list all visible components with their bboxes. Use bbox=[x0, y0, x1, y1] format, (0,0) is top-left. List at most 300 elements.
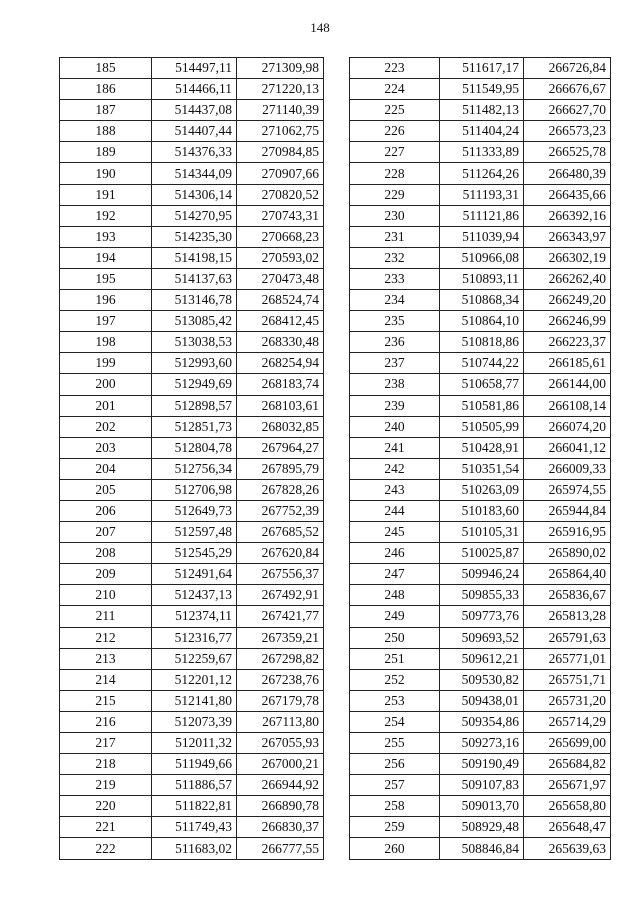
x-coordinate-cell: 512706,98 bbox=[152, 479, 237, 500]
point-number-cell: 254 bbox=[350, 711, 440, 732]
x-coordinate-cell: 513038,53 bbox=[152, 332, 237, 353]
y-coordinate-cell: 267298,82 bbox=[237, 648, 324, 669]
table-row bbox=[60, 775, 324, 796]
point-number-cell: 212 bbox=[60, 627, 152, 648]
x-coordinate-cell: 512437,13 bbox=[152, 585, 237, 606]
y-coordinate-cell: 267620,84 bbox=[237, 543, 324, 564]
x-coordinate-cell: 512993,60 bbox=[152, 353, 237, 374]
y-coordinate-cell: 266777,55 bbox=[237, 838, 324, 859]
y-coordinate-cell: 266525,78 bbox=[524, 142, 611, 163]
y-coordinate-cell: 271140,39 bbox=[237, 100, 324, 121]
x-coordinate-cell: 509612,21 bbox=[440, 648, 524, 669]
x-coordinate-cell: 512073,39 bbox=[152, 711, 237, 732]
table-row bbox=[350, 669, 611, 690]
table-row bbox=[60, 648, 324, 669]
point-number-cell: 216 bbox=[60, 711, 152, 732]
x-coordinate-cell: 512011,32 bbox=[152, 733, 237, 754]
x-coordinate-cell: 509107,83 bbox=[440, 775, 524, 796]
point-number-cell: 244 bbox=[350, 500, 440, 521]
x-coordinate-cell: 510893,11 bbox=[440, 268, 524, 289]
table-row bbox=[60, 754, 324, 775]
y-coordinate-cell: 265648,47 bbox=[524, 817, 611, 838]
y-coordinate-cell: 266627,70 bbox=[524, 100, 611, 121]
x-coordinate-cell: 512374,11 bbox=[152, 606, 237, 627]
point-number-cell: 213 bbox=[60, 648, 152, 669]
x-coordinate-cell: 514137,63 bbox=[152, 268, 237, 289]
point-number-cell: 239 bbox=[350, 395, 440, 416]
table-row bbox=[350, 564, 611, 585]
y-coordinate-cell: 265813,28 bbox=[524, 606, 611, 627]
x-coordinate-cell: 510183,60 bbox=[440, 500, 524, 521]
page-number: 148 bbox=[310, 20, 330, 35]
x-coordinate-cell: 512491,64 bbox=[152, 564, 237, 585]
table-row bbox=[60, 585, 324, 606]
x-coordinate-cell: 508846,84 bbox=[440, 838, 524, 859]
point-number-cell: 195 bbox=[60, 268, 152, 289]
y-coordinate-cell: 267828,26 bbox=[237, 479, 324, 500]
y-coordinate-cell: 270820,52 bbox=[237, 184, 324, 205]
y-coordinate-cell: 265671,97 bbox=[524, 775, 611, 796]
x-coordinate-cell: 509354,86 bbox=[440, 711, 524, 732]
x-coordinate-cell: 511683,02 bbox=[152, 838, 237, 859]
point-number-cell: 246 bbox=[350, 543, 440, 564]
table-row bbox=[60, 79, 324, 100]
table-row bbox=[60, 479, 324, 500]
y-coordinate-cell: 267179,78 bbox=[237, 690, 324, 711]
x-coordinate-cell: 511121,86 bbox=[440, 205, 524, 226]
x-coordinate-cell: 513146,78 bbox=[152, 290, 237, 311]
x-coordinate-cell: 511886,57 bbox=[152, 775, 237, 796]
x-coordinate-cell: 510263,09 bbox=[440, 479, 524, 500]
y-coordinate-cell: 265699,00 bbox=[524, 733, 611, 754]
point-number-cell: 252 bbox=[350, 669, 440, 690]
y-coordinate-cell: 266726,84 bbox=[524, 58, 611, 79]
y-coordinate-cell: 268254,94 bbox=[237, 353, 324, 374]
y-coordinate-cell: 268103,61 bbox=[237, 395, 324, 416]
x-coordinate-cell: 511482,13 bbox=[440, 100, 524, 121]
table-row bbox=[350, 121, 611, 142]
x-coordinate-cell: 509438,01 bbox=[440, 690, 524, 711]
table-row bbox=[60, 121, 324, 142]
x-coordinate-cell: 509693,52 bbox=[440, 627, 524, 648]
x-coordinate-cell: 512316,77 bbox=[152, 627, 237, 648]
x-coordinate-cell: 510505,99 bbox=[440, 416, 524, 437]
x-coordinate-cell: 512898,57 bbox=[152, 395, 237, 416]
x-coordinate-cell: 514437,08 bbox=[152, 100, 237, 121]
point-number-cell: 231 bbox=[350, 226, 440, 247]
y-coordinate-cell: 265944,84 bbox=[524, 500, 611, 521]
point-number-cell: 191 bbox=[60, 184, 152, 205]
y-coordinate-cell: 265890,02 bbox=[524, 543, 611, 564]
table-row bbox=[350, 58, 611, 79]
point-number-cell: 199 bbox=[60, 353, 152, 374]
table-row bbox=[350, 184, 611, 205]
y-coordinate-cell: 266435,66 bbox=[524, 184, 611, 205]
y-coordinate-cell: 268330,48 bbox=[237, 332, 324, 353]
x-coordinate-cell: 510744,22 bbox=[440, 353, 524, 374]
table-row bbox=[60, 606, 324, 627]
point-number-cell: 222 bbox=[60, 838, 152, 859]
x-coordinate-cell: 512804,78 bbox=[152, 437, 237, 458]
x-coordinate-cell: 509013,70 bbox=[440, 796, 524, 817]
table-row bbox=[60, 311, 324, 332]
table-row bbox=[60, 100, 324, 121]
coordinates-table-left bbox=[59, 57, 324, 860]
y-coordinate-cell: 267964,27 bbox=[237, 437, 324, 458]
table-row bbox=[60, 543, 324, 564]
y-coordinate-cell: 265658,80 bbox=[524, 796, 611, 817]
table-row bbox=[350, 163, 611, 184]
y-coordinate-cell: 267000,21 bbox=[237, 754, 324, 775]
y-coordinate-cell: 266676,67 bbox=[524, 79, 611, 100]
point-number-cell: 247 bbox=[350, 564, 440, 585]
x-coordinate-cell: 511264,26 bbox=[440, 163, 524, 184]
point-number-cell: 258 bbox=[350, 796, 440, 817]
x-coordinate-cell: 511749,43 bbox=[152, 817, 237, 838]
table-row bbox=[60, 458, 324, 479]
point-number-cell: 189 bbox=[60, 142, 152, 163]
point-number-cell: 185 bbox=[60, 58, 152, 79]
table-row bbox=[350, 817, 611, 838]
point-number-cell: 255 bbox=[350, 733, 440, 754]
table-row bbox=[60, 733, 324, 754]
y-coordinate-cell: 270984,85 bbox=[237, 142, 324, 163]
point-number-cell: 207 bbox=[60, 522, 152, 543]
point-number-cell: 200 bbox=[60, 374, 152, 395]
table-row bbox=[60, 58, 324, 79]
table-row bbox=[350, 332, 611, 353]
table-row bbox=[60, 690, 324, 711]
point-number-cell: 243 bbox=[350, 479, 440, 500]
x-coordinate-cell: 512141,80 bbox=[152, 690, 237, 711]
table-row bbox=[350, 754, 611, 775]
point-number-cell: 257 bbox=[350, 775, 440, 796]
table-row bbox=[350, 711, 611, 732]
x-coordinate-cell: 510868,34 bbox=[440, 290, 524, 311]
table-row bbox=[350, 775, 611, 796]
x-coordinate-cell: 514497,11 bbox=[152, 58, 237, 79]
point-number-cell: 230 bbox=[350, 205, 440, 226]
y-coordinate-cell: 265836,67 bbox=[524, 585, 611, 606]
x-coordinate-cell: 511822,81 bbox=[152, 796, 237, 817]
point-number-cell: 194 bbox=[60, 247, 152, 268]
table-row bbox=[60, 268, 324, 289]
x-coordinate-cell: 514306,14 bbox=[152, 184, 237, 205]
table-row bbox=[60, 711, 324, 732]
table-row bbox=[60, 205, 324, 226]
table-row bbox=[350, 606, 611, 627]
x-coordinate-cell: 509773,76 bbox=[440, 606, 524, 627]
x-coordinate-cell: 510025,87 bbox=[440, 543, 524, 564]
point-number-cell: 241 bbox=[350, 437, 440, 458]
point-number-cell: 232 bbox=[350, 247, 440, 268]
y-coordinate-cell: 266343,97 bbox=[524, 226, 611, 247]
table-row bbox=[60, 437, 324, 458]
y-coordinate-cell: 265684,82 bbox=[524, 754, 611, 775]
x-coordinate-cell: 514198,15 bbox=[152, 247, 237, 268]
x-coordinate-cell: 510818,86 bbox=[440, 332, 524, 353]
y-coordinate-cell: 266185,61 bbox=[524, 353, 611, 374]
x-coordinate-cell: 509855,33 bbox=[440, 585, 524, 606]
point-number-cell: 198 bbox=[60, 332, 152, 353]
table-row bbox=[60, 669, 324, 690]
table-row bbox=[60, 627, 324, 648]
y-coordinate-cell: 267556,37 bbox=[237, 564, 324, 585]
point-number-cell: 187 bbox=[60, 100, 152, 121]
x-coordinate-cell: 512201,12 bbox=[152, 669, 237, 690]
table-row bbox=[350, 838, 611, 859]
point-number-cell: 204 bbox=[60, 458, 152, 479]
table-row bbox=[350, 458, 611, 479]
table-row bbox=[350, 268, 611, 289]
x-coordinate-cell: 514376,33 bbox=[152, 142, 237, 163]
y-coordinate-cell: 267685,52 bbox=[237, 522, 324, 543]
point-number-cell: 249 bbox=[350, 606, 440, 627]
x-coordinate-cell: 511333,89 bbox=[440, 142, 524, 163]
x-coordinate-cell: 514270,95 bbox=[152, 205, 237, 226]
table-row bbox=[60, 796, 324, 817]
table-row bbox=[60, 395, 324, 416]
point-number-cell: 210 bbox=[60, 585, 152, 606]
table-row bbox=[350, 416, 611, 437]
point-number-cell: 215 bbox=[60, 690, 152, 711]
table-row bbox=[60, 184, 324, 205]
table-row bbox=[350, 226, 611, 247]
table-row bbox=[60, 500, 324, 521]
y-coordinate-cell: 265916,95 bbox=[524, 522, 611, 543]
point-number-cell: 196 bbox=[60, 290, 152, 311]
table-row bbox=[350, 733, 611, 754]
table-row bbox=[350, 479, 611, 500]
y-coordinate-cell: 270593,02 bbox=[237, 247, 324, 268]
point-number-cell: 256 bbox=[350, 754, 440, 775]
point-number-cell: 224 bbox=[350, 79, 440, 100]
point-number-cell: 188 bbox=[60, 121, 152, 142]
point-number-cell: 236 bbox=[350, 332, 440, 353]
y-coordinate-cell: 267895,79 bbox=[237, 458, 324, 479]
table-row bbox=[350, 311, 611, 332]
x-coordinate-cell: 510966,08 bbox=[440, 247, 524, 268]
table-row bbox=[350, 353, 611, 374]
table-row bbox=[350, 690, 611, 711]
x-coordinate-cell: 512545,29 bbox=[152, 543, 237, 564]
y-coordinate-cell: 267359,21 bbox=[237, 627, 324, 648]
table-row bbox=[350, 500, 611, 521]
y-coordinate-cell: 266246,99 bbox=[524, 311, 611, 332]
y-coordinate-cell: 267492,91 bbox=[237, 585, 324, 606]
y-coordinate-cell: 265791,63 bbox=[524, 627, 611, 648]
y-coordinate-cell: 266890,78 bbox=[237, 796, 324, 817]
point-number-cell: 242 bbox=[350, 458, 440, 479]
table-row bbox=[350, 247, 611, 268]
point-number-cell: 226 bbox=[350, 121, 440, 142]
x-coordinate-cell: 510428,91 bbox=[440, 437, 524, 458]
y-coordinate-cell: 268412,45 bbox=[237, 311, 324, 332]
y-coordinate-cell: 270668,23 bbox=[237, 226, 324, 247]
point-number-cell: 201 bbox=[60, 395, 152, 416]
point-number-cell: 190 bbox=[60, 163, 152, 184]
y-coordinate-cell: 266392,16 bbox=[524, 205, 611, 226]
y-coordinate-cell: 271062,75 bbox=[237, 121, 324, 142]
point-number-cell: 253 bbox=[350, 690, 440, 711]
point-number-cell: 251 bbox=[350, 648, 440, 669]
x-coordinate-cell: 511193,31 bbox=[440, 184, 524, 205]
point-number-cell: 223 bbox=[350, 58, 440, 79]
x-coordinate-cell: 511949,66 bbox=[152, 754, 237, 775]
table-row bbox=[60, 163, 324, 184]
point-number-cell: 203 bbox=[60, 437, 152, 458]
point-number-cell: 234 bbox=[350, 290, 440, 311]
y-coordinate-cell: 266144,00 bbox=[524, 374, 611, 395]
x-coordinate-cell: 514344,09 bbox=[152, 163, 237, 184]
y-coordinate-cell: 266262,40 bbox=[524, 268, 611, 289]
x-coordinate-cell: 512851,73 bbox=[152, 416, 237, 437]
y-coordinate-cell: 266041,12 bbox=[524, 437, 611, 458]
point-number-cell: 186 bbox=[60, 79, 152, 100]
point-number-cell: 206 bbox=[60, 500, 152, 521]
x-coordinate-cell: 514235,30 bbox=[152, 226, 237, 247]
x-coordinate-cell: 512649,73 bbox=[152, 500, 237, 521]
table-row bbox=[350, 796, 611, 817]
y-coordinate-cell: 265751,71 bbox=[524, 669, 611, 690]
table-row bbox=[60, 290, 324, 311]
y-coordinate-cell: 268524,74 bbox=[237, 290, 324, 311]
y-coordinate-cell: 265974,55 bbox=[524, 479, 611, 500]
x-coordinate-cell: 514407,44 bbox=[152, 121, 237, 142]
y-coordinate-cell: 271220,13 bbox=[237, 79, 324, 100]
table-row bbox=[350, 142, 611, 163]
y-coordinate-cell: 266830,37 bbox=[237, 817, 324, 838]
x-coordinate-cell: 510658,77 bbox=[440, 374, 524, 395]
table-row bbox=[60, 522, 324, 543]
y-coordinate-cell: 267421,77 bbox=[237, 606, 324, 627]
table-row bbox=[350, 543, 611, 564]
table-row bbox=[350, 205, 611, 226]
table-row bbox=[350, 648, 611, 669]
table-row bbox=[60, 817, 324, 838]
point-number-cell: 260 bbox=[350, 838, 440, 859]
y-coordinate-cell: 270473,48 bbox=[237, 268, 324, 289]
point-number-cell: 211 bbox=[60, 606, 152, 627]
y-coordinate-cell: 266480,39 bbox=[524, 163, 611, 184]
point-number-cell: 250 bbox=[350, 627, 440, 648]
point-number-cell: 237 bbox=[350, 353, 440, 374]
point-number-cell: 238 bbox=[350, 374, 440, 395]
point-number-cell: 205 bbox=[60, 479, 152, 500]
point-number-cell: 217 bbox=[60, 733, 152, 754]
table-row bbox=[60, 374, 324, 395]
y-coordinate-cell: 268032,85 bbox=[237, 416, 324, 437]
table-body bbox=[350, 58, 611, 860]
y-coordinate-cell: 265714,29 bbox=[524, 711, 611, 732]
point-number-cell: 193 bbox=[60, 226, 152, 247]
x-coordinate-cell: 511617,17 bbox=[440, 58, 524, 79]
point-number-cell: 235 bbox=[350, 311, 440, 332]
x-coordinate-cell: 512259,67 bbox=[152, 648, 237, 669]
table-row bbox=[350, 79, 611, 100]
table-row bbox=[60, 226, 324, 247]
point-number-cell: 225 bbox=[350, 100, 440, 121]
y-coordinate-cell: 266573,23 bbox=[524, 121, 611, 142]
x-coordinate-cell: 513085,42 bbox=[152, 311, 237, 332]
point-number-cell: 202 bbox=[60, 416, 152, 437]
x-coordinate-cell: 509273,16 bbox=[440, 733, 524, 754]
point-number-cell: 245 bbox=[350, 522, 440, 543]
y-coordinate-cell: 267055,93 bbox=[237, 733, 324, 754]
x-coordinate-cell: 511039,94 bbox=[440, 226, 524, 247]
point-number-cell: 248 bbox=[350, 585, 440, 606]
y-coordinate-cell: 265731,20 bbox=[524, 690, 611, 711]
table-row bbox=[350, 585, 611, 606]
table-row bbox=[60, 142, 324, 163]
table-row bbox=[350, 374, 611, 395]
x-coordinate-cell: 509190,49 bbox=[440, 754, 524, 775]
y-coordinate-cell: 270907,66 bbox=[237, 163, 324, 184]
x-coordinate-cell: 510351,54 bbox=[440, 458, 524, 479]
y-coordinate-cell: 268183,74 bbox=[237, 374, 324, 395]
point-number-cell: 192 bbox=[60, 205, 152, 226]
y-coordinate-cell: 266302,19 bbox=[524, 247, 611, 268]
x-coordinate-cell: 512949,69 bbox=[152, 374, 237, 395]
table-body bbox=[60, 58, 324, 860]
table-row bbox=[350, 290, 611, 311]
y-coordinate-cell: 266249,20 bbox=[524, 290, 611, 311]
x-coordinate-cell: 510105,31 bbox=[440, 522, 524, 543]
y-coordinate-cell: 267752,39 bbox=[237, 500, 324, 521]
y-coordinate-cell: 266223,37 bbox=[524, 332, 611, 353]
y-coordinate-cell: 266074,20 bbox=[524, 416, 611, 437]
x-coordinate-cell: 514466,11 bbox=[152, 79, 237, 100]
point-number-cell: 233 bbox=[350, 268, 440, 289]
table-row bbox=[60, 838, 324, 859]
y-coordinate-cell: 265639,63 bbox=[524, 838, 611, 859]
y-coordinate-cell: 267113,80 bbox=[237, 711, 324, 732]
point-number-cell: 209 bbox=[60, 564, 152, 585]
point-number-cell: 240 bbox=[350, 416, 440, 437]
x-coordinate-cell: 509530,82 bbox=[440, 669, 524, 690]
y-coordinate-cell: 271309,98 bbox=[237, 58, 324, 79]
point-number-cell: 228 bbox=[350, 163, 440, 184]
x-coordinate-cell: 508929,48 bbox=[440, 817, 524, 838]
table-row bbox=[60, 332, 324, 353]
point-number-cell: 259 bbox=[350, 817, 440, 838]
table-row bbox=[350, 395, 611, 416]
x-coordinate-cell: 511549,95 bbox=[440, 79, 524, 100]
coordinates-table-right bbox=[349, 57, 611, 860]
point-number-cell: 220 bbox=[60, 796, 152, 817]
table-row bbox=[60, 416, 324, 437]
y-coordinate-cell: 266108,14 bbox=[524, 395, 611, 416]
table-row bbox=[350, 100, 611, 121]
table-row bbox=[350, 437, 611, 458]
x-coordinate-cell: 512756,34 bbox=[152, 458, 237, 479]
point-number-cell: 227 bbox=[350, 142, 440, 163]
point-number-cell: 208 bbox=[60, 543, 152, 564]
table-row bbox=[60, 247, 324, 268]
y-coordinate-cell: 265864,40 bbox=[524, 564, 611, 585]
table-row bbox=[350, 522, 611, 543]
y-coordinate-cell: 266009,33 bbox=[524, 458, 611, 479]
x-coordinate-cell: 510864,10 bbox=[440, 311, 524, 332]
x-coordinate-cell: 509946,24 bbox=[440, 564, 524, 585]
table-row bbox=[60, 564, 324, 585]
y-coordinate-cell: 267238,76 bbox=[237, 669, 324, 690]
table-row bbox=[350, 627, 611, 648]
y-coordinate-cell: 270743,31 bbox=[237, 205, 324, 226]
point-number-cell: 219 bbox=[60, 775, 152, 796]
x-coordinate-cell: 511404,24 bbox=[440, 121, 524, 142]
point-number-cell: 214 bbox=[60, 669, 152, 690]
